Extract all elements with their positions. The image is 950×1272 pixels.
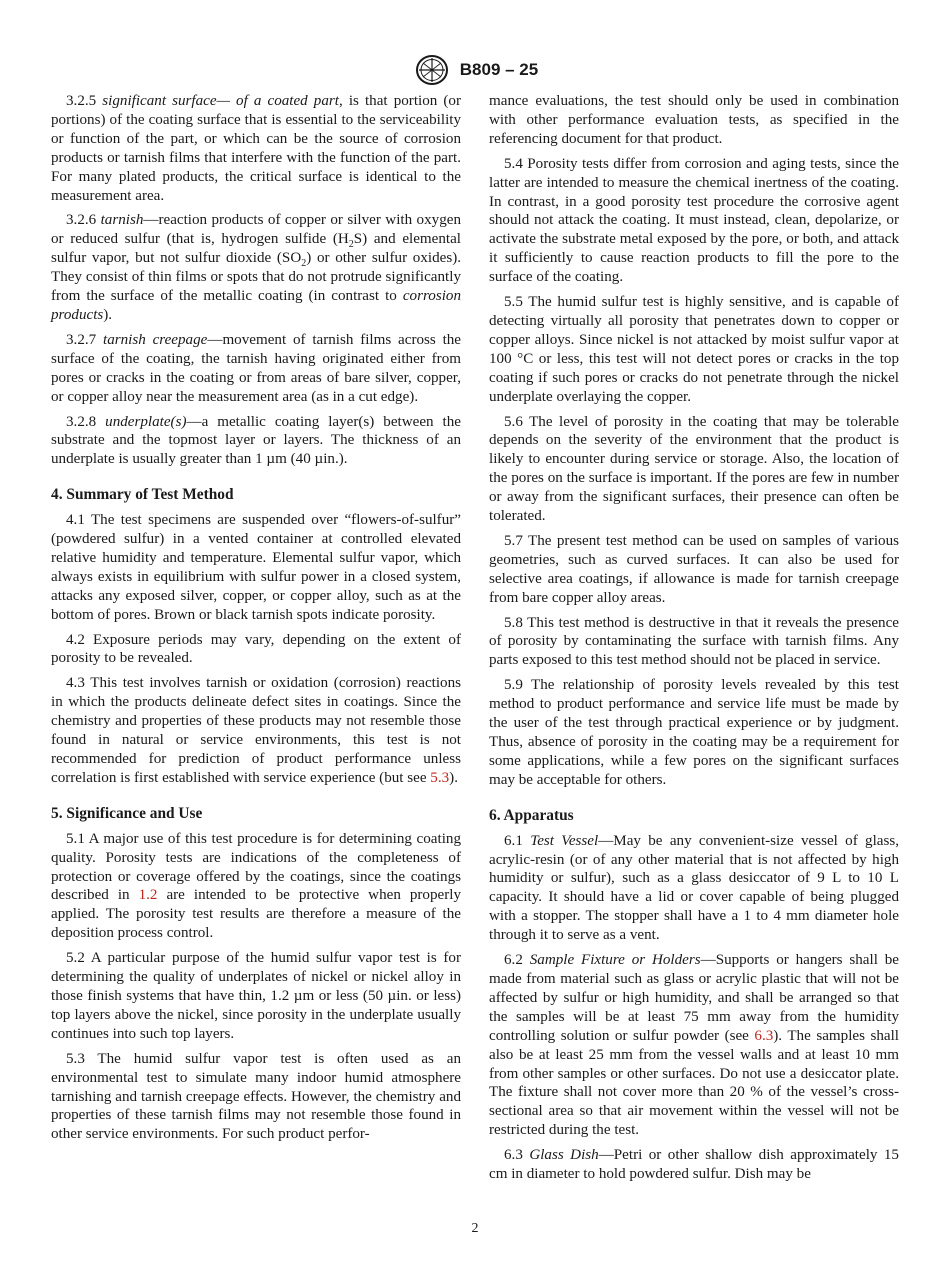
section-5-heading: 5. Significance and Use xyxy=(51,804,203,822)
paragraph-3-2-5: 3.2.5 significant surface— of a coated part, is that portion (or portions) of the coating surface that is essential to the serviceability or function of the part, or which can be the source of corrosion products or tarnish films that interfere with the function of the part. For many plated products, the critical surface is identical to the measurement area. xyxy=(51,93,461,204)
paragraph-4-1: 4.1 The test specimens are suspended over “flowers-of-sulfur” (powdered sulfur) in a vented container at controlled elevated relative humidity and temperature. Elemental sulfur vapor, which always exists in equilibrium with sulfur power in a closed system, attacks any exposed silver, copper, or copper alloy, such as at the bottom of pores. Brown or black tarnish spots indicate porosity. xyxy=(51,512,461,623)
paragraph-5-4: 5.4 Porosity tests differ from corrosion and aging tests, since the latter are intended to measure the chemical inertness of the coating. In contrast, in a good porosity test procedure the corrosive agent should not attack the coating. It must instead, clean, depolarize, or activate the substrate metal exposed by the pore, or both, and attack it sufficiently to cause reaction products to fill the pore to the surface of the coating. xyxy=(489,155,899,286)
section-ref-5-3-link[interactable]: 5.3 xyxy=(430,769,450,786)
paragraph-4-2: 4.2 Exposure periods may vary, depending on the extent of porosity to be revealed. xyxy=(51,631,461,667)
paragraph-5-1: 5.1 A major use of this test procedure is for determining coating quality. Porosity tests are indications of the completeness of protection or coverage offered by the coatings, since the coatings described in 1.2 are intended to be protective when properly applied. The porosity test results are therefore a measure of the deposition process control. xyxy=(51,830,461,942)
paragraph-5-7: 5.7 The present test method can be used on samples of various geometries, such as curved surfaces. It can also be used for selective area coatings, if allowance is made for tarnish creepage from bare copper alloy areas. xyxy=(489,532,899,606)
paragraph-5-3: 5.3 The humid sulfur vapor test is often used as an environmental test to simulate many indoor humid atmosphere tarnishing and tarnish creepage effects. However, the chemistry and properties of these tarnish films may not resemble those found in other service environments. For such product perfor- xyxy=(51,1050,461,1143)
paragraph-5-5: 5.5 The humid sulfur test is highly sensitive, and is capable of detecting virtually all porosity that penetrates down to copper or copper alloys. Since nickel is not attacked by moist sulfur vapor at 100 °C or less, this test will not detect pores or cracks in the top coating if such pores or cracks do not penetrate through the nickel underplate overlaying the copper. xyxy=(489,294,899,405)
paragraph-5-8: 5.8 This test method is destructive in that it reveals the presence of porosity by contaminating the surface with tarnish films. Any parts exposed to this test method should not be placed in service. xyxy=(489,614,899,669)
left-column xyxy=(51,92,461,1150)
page-header xyxy=(0,54,950,86)
section-ref-1-2-link[interactable]: 1.2 xyxy=(138,887,158,904)
document-designation: B809 – 25 xyxy=(459,60,539,79)
paragraph-6-1: 6.1 Test Vessel—May be any convenient-size vessel of glass, acrylic-resin (or of any other material that is not affected by high humidity or sulfur), such as a glass desiccator of 9 L to 10 L capacity. It should have a lid or cover capable of being plugged with a stopper. The stopper shall have a 1 to 4 mm diameter hole through it to serve as a vent. xyxy=(489,832,900,944)
page-number: 2 xyxy=(471,1221,479,1236)
paragraph-6-2: 6.2 Sample Fixture or Holders—Supports or hangers shall be made from material such as glass or acrylic plastic that will not be affected by sulfur or high humidity, and shall be arranged so that the samples will be at least 75 mm away from the humidity controlling solution or sulfur powder (see 6.3). The samples shall also be at least 25 mm from the vessel walls and at least 10 mm from other samples or other surfaces. Do not use a desiccator plate. The fixture shall not cover more than 20 % of the vessel’s cross-sectional area so that air movement within the vessel will not be restricted during the test. xyxy=(489,952,899,1139)
paragraph-5-6: 5.6 The level of porosity in the coating that may be tolerable depends on the severity of the environment that the product is likely to encounter during service or storage. Also, the location of the pores on the surface is important. If the pores are few in number or away from the significant surfaces, their presence can often be tolerated. xyxy=(489,413,899,525)
paragraph-5-3-continued: mance evaluations, the test should only be used in combination with other performance evaluation tests, as specified in the referencing document for that product. xyxy=(489,93,899,147)
paragraph-3-2-8: 3.2.8 underplate(s)—a metallic coating layer(s) between the substrate and the topmost layer or layers. The thickness of an underplate is usually greater than 1 µm (40 µin.). xyxy=(51,413,461,468)
paragraph-5-2: 5.2 A particular purpose of the humid sulfur vapor test is for determining the quality of underplates of nickel or nickel alloy in those finish systems that have thin, 1.2 µm or less (50 µin. or less) top layers above the nickel, since porosity in the underplate usually continues into such top layers. xyxy=(51,950,461,1042)
section-ref-6-3-link[interactable]: 6.3 xyxy=(754,1027,774,1044)
section-6-heading: 6. Apparatus xyxy=(489,806,574,824)
section-4-heading: 4. Summary of Test Method xyxy=(51,486,234,504)
paragraph-4-3: 4.3 This test involves tarnish or oxidation (corrosion) reactions in which the products delineate defect sites in coatings. Since the chemistry and properties of these products may not resemble those found in natural or service environments, this test is not recommended for prediction of product performance unless correlation is first established with service experience (but see 5.3). xyxy=(51,675,461,786)
right-column xyxy=(489,92,899,1190)
paragraph-3-2-7: 3.2.7 tarnish creepage—movement of tarnish films across the surface of the coating, the tarnish having originated either from pores or cracks in the coating or from areas of bare silver, copper, or copper alloy near the measurement area (as in a cut edge). xyxy=(51,331,462,405)
paragraph-5-9: 5.9 The relationship of porosity levels revealed by this test method to product performance and service life must be made by the user of the test through practical experience or by judgment. Thus, absence of porosity in the coating may be a requirement for some applications, while a few pores on the significant surfaces may be acceptable for others. xyxy=(489,677,899,788)
paragraph-6-3: 6.3 Glass Dish—Petri or other shallow dish approximately 15 cm in diameter to hold powdered sulfur. Dish may be xyxy=(489,1147,899,1183)
paragraph-3-2-6: 3.2.6 tarnish—reaction products of copper or silver with oxygen or reduced sulfur (that is, hydrogen sulfide $(H_2S)$ and elemental sulfur vapor, but not sulfur dioxide $(SO_2)$ or other sulfur oxides). They consist of thin films or spots that do not protrude significantly from the surface of the metallic coating (in contrast to corrosion products). xyxy=(51,212,461,323)
astm-logo-icon xyxy=(412,54,452,86)
